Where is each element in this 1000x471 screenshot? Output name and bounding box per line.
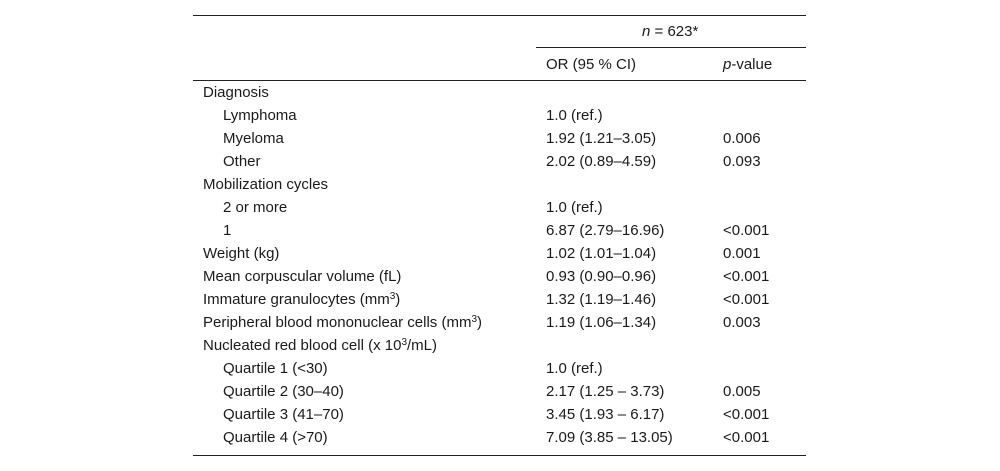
header-bottom-rule — [193, 80, 806, 81]
row-label — [223, 380, 344, 403]
row-p-value: <0.001 — [723, 222, 770, 239]
row-label-text: Other — [223, 153, 261, 170]
row-label — [203, 81, 269, 104]
row-or-value: 2.17 (1.25 – 3.73) — [546, 383, 665, 400]
p-symbol: p — [723, 56, 732, 73]
row-label — [223, 403, 344, 426]
row-label-tail: /mL) — [407, 337, 438, 354]
row-p-value: <0.001 — [723, 406, 770, 423]
row-label — [223, 150, 261, 173]
row-or-value: 3.45 (1.93 – 6.17) — [546, 406, 665, 423]
row-p-value: 0.005 — [723, 383, 761, 400]
row-label-text: Nucleated red blood cell (x 10 — [203, 337, 402, 354]
row-label — [223, 104, 297, 127]
row-p-value: 0.001 — [723, 245, 761, 262]
p-value-suffix: -value — [731, 56, 773, 73]
row-label-text: Peripheral blood mononuclear cells (mm — [203, 314, 472, 331]
row-label — [203, 173, 328, 196]
row-label — [223, 196, 287, 219]
row-or-value: 1.0 (ref.) — [546, 199, 603, 216]
row-label — [203, 265, 401, 288]
row-label — [203, 311, 482, 334]
row-label-text: 1 — [223, 222, 232, 239]
row-label-text: 2 or more — [223, 199, 288, 216]
n-symbol: n — [642, 23, 651, 40]
row-p-value: 0.006 — [723, 130, 761, 147]
row-label-text: Quartile 4 (>70) — [223, 429, 328, 446]
row-label — [223, 219, 231, 242]
row-p-value: 0.093 — [723, 153, 761, 170]
row-label — [223, 426, 328, 449]
row-p-value: 0.003 — [723, 314, 761, 331]
row-p-value: <0.001 — [723, 268, 770, 285]
row-label — [223, 357, 328, 380]
table-top-rule — [193, 15, 806, 16]
row-label-text: Quartile 2 (30–40) — [223, 383, 344, 400]
row-label-text: Quartile 3 (41–70) — [223, 406, 344, 423]
subheader-rule — [536, 47, 806, 48]
row-or-value: 1.0 (ref.) — [546, 107, 603, 124]
row-label-text: Mean corpuscular volume (fL) — [203, 268, 402, 285]
row-p-value: <0.001 — [723, 291, 770, 308]
row-label-superscript: 3 — [389, 291, 396, 302]
row-label-superscript: 3 — [401, 337, 408, 348]
row-label — [203, 288, 400, 311]
row-label-text: Mobilization cycles — [203, 176, 329, 193]
row-p-value: <0.001 — [723, 429, 770, 446]
row-label-tail: ) — [477, 314, 483, 331]
column-header-pvalue — [723, 53, 772, 76]
row-or-value: 0.93 (0.90–0.96) — [546, 268, 657, 285]
row-label-text: Diagnosis — [203, 84, 269, 101]
row-or-value: 6.87 (2.79–16.96) — [546, 222, 665, 239]
row-or-value: 1.0 (ref.) — [546, 360, 603, 377]
row-or-value: 1.02 (1.01–1.04) — [546, 245, 657, 262]
row-label-text: Weight (kg) — [203, 245, 280, 262]
row-label-tail: ) — [395, 291, 401, 308]
row-label-text: Immature granulocytes (mm — [203, 291, 390, 308]
table-bottom-rule — [193, 455, 806, 456]
row-label-text: Lymphoma — [223, 107, 297, 124]
n-value: = 623* — [650, 23, 699, 40]
row-label-text: Myeloma — [223, 130, 284, 147]
column-header-or: OR (95 % CI) — [546, 56, 637, 73]
row-or-value: 1.32 (1.19–1.46) — [546, 291, 657, 308]
row-label — [223, 127, 284, 150]
sample-size-header — [642, 20, 698, 43]
row-label — [203, 242, 279, 265]
row-or-value: 7.09 (3.85 – 13.05) — [546, 429, 673, 446]
row-or-value: 2.02 (0.89–4.59) — [546, 153, 657, 170]
row-label-text: Quartile 1 (<30) — [223, 360, 328, 377]
row-or-value: 1.19 (1.06–1.34) — [546, 314, 657, 331]
row-label — [203, 334, 437, 357]
row-label-superscript: 3 — [471, 314, 478, 325]
row-or-value: 1.92 (1.21–3.05) — [546, 130, 657, 147]
